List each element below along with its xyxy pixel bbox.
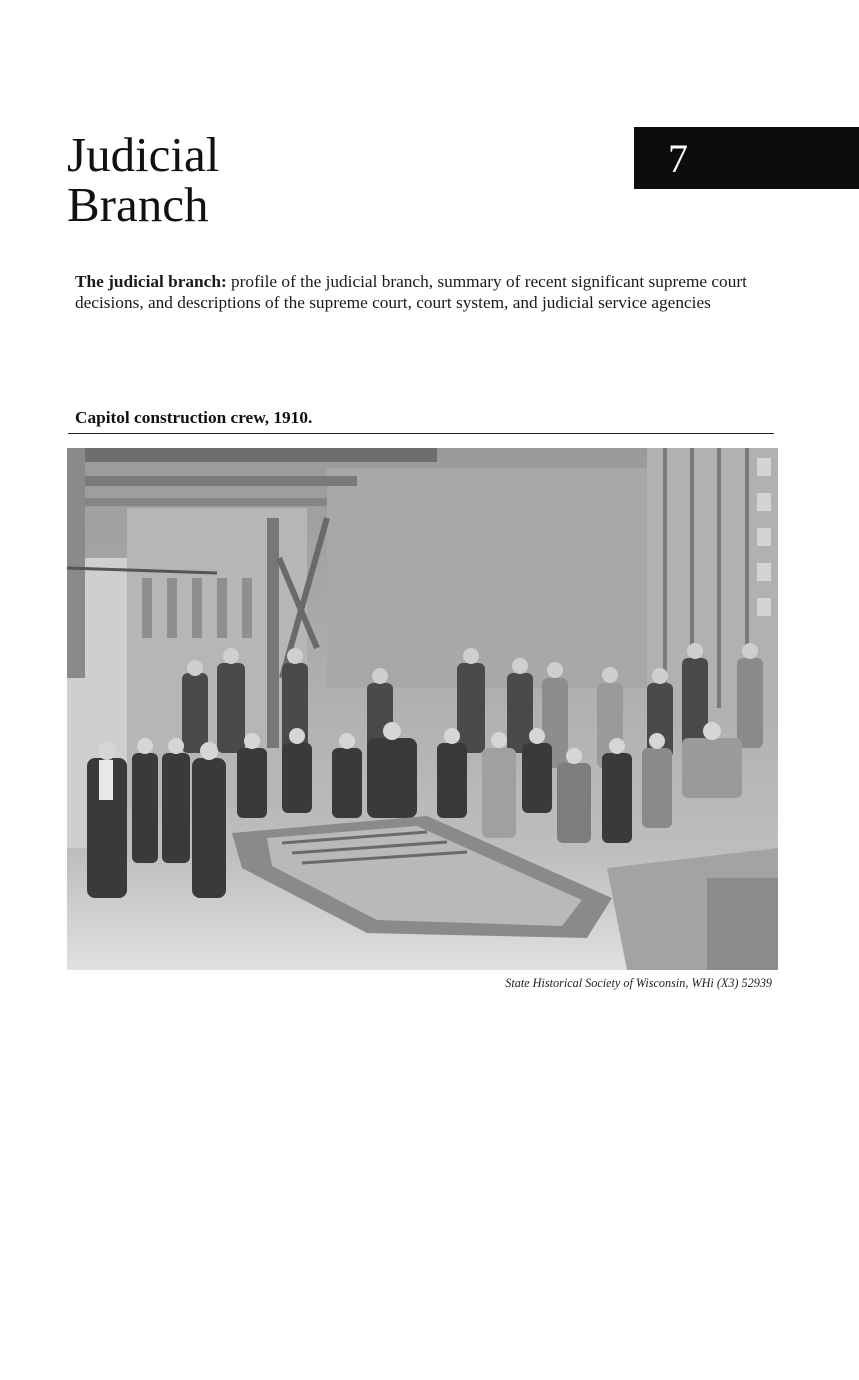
intro-lead: The judicial branch: [75, 272, 227, 291]
chapter-intro [75, 271, 755, 313]
chapter-title [67, 127, 220, 232]
chapter-title-line2: Branch [67, 177, 209, 232]
photo-illustration [67, 448, 778, 970]
figure-caption: Capitol construction crew, 1910. [75, 408, 313, 427]
chapter-number: 7 [668, 136, 688, 181]
intro-text: profile of the judicial branch, summary of recent significant supreme court decisions, and descriptions of the supreme court, court system, and judicial service agencies [75, 272, 747, 312]
chapter-number-tab [634, 127, 859, 189]
chapter-title-line1: Judicial [67, 127, 220, 182]
caption-rule [68, 433, 774, 434]
photo-credit: State Historical Society of Wisconsin, WHi (X3) 52939 [505, 976, 772, 990]
capitol-construction-crew-photo [67, 448, 778, 970]
